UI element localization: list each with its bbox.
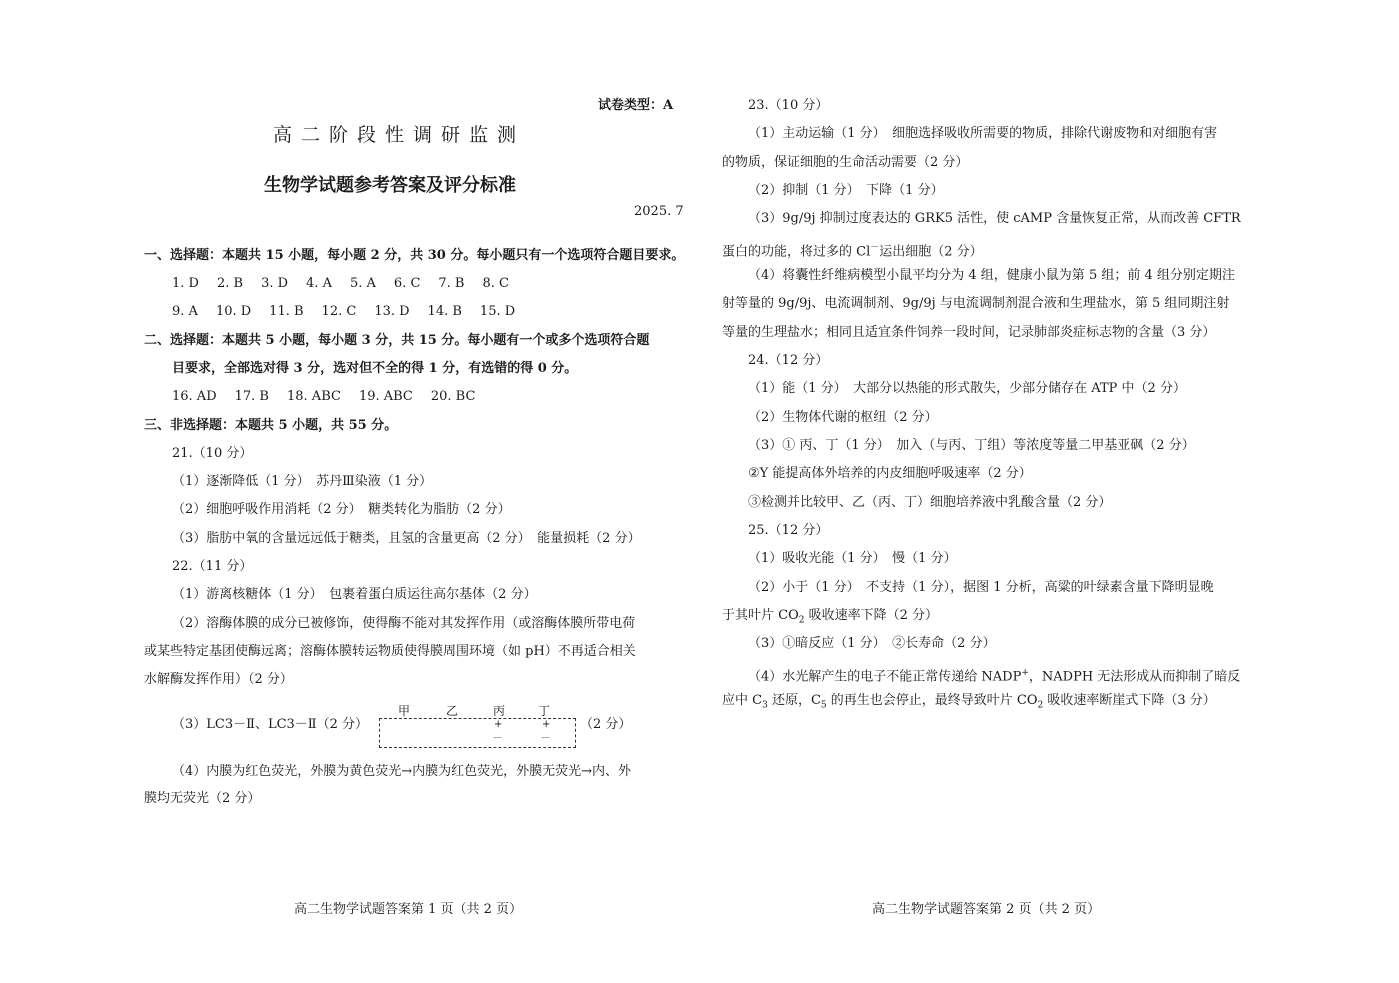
subscript: 3 [762,700,768,711]
q24-heading: 24.（12 分） [748,353,829,368]
section1-answers-row1 [172,275,527,293]
text-segment: 吸收速率断崖式下降（3 分） [1043,693,1216,708]
answer: 19. ABC [358,389,413,404]
q22-part2-line3: 水解酶发挥作用）（2 分） [144,672,293,687]
q23-part1-line2: 的物质，保证细胞的生命活动需要（2 分） [722,155,969,170]
text-segment: 还原，C [767,693,821,708]
answer: 14. B [427,304,462,319]
q25-part3: （3）①暗反应（1 分） ②长寿命（2 分） [748,636,996,651]
answer: 6. C [393,276,421,291]
answer: 20. BC [430,389,476,404]
answer: 8. C [482,276,509,291]
subscript: 2 [1037,700,1044,711]
page-subtitle: 生物学试题参考答案及评分标准 [264,175,516,196]
answer: 5. A [349,276,376,291]
diagram-minus-mark: — [493,733,502,743]
result-diagram [378,702,576,748]
q22-part2-line2: 或某些特定基团使酶远离；溶酶体膜转运物质使得膜周围环境（如 pH）不再适合相关 [144,644,636,659]
q23-part4-line1: （4）将囊性纤维病模型小鼠平均分为 4 组，健康小鼠为第 5 组；前 4 组分别定期注 [748,268,1235,283]
subscript: 5 [820,700,827,711]
q23-part2: （2）抑制（1 分） 下降（1 分） [748,183,944,198]
q23-part4-line2: 射等量的 9g/9j、电流调制剂、9g/9j 与电流调制剂混合液和生理盐水，第 5 组同期注射 [722,296,1230,311]
answer: 7. B [438,276,465,291]
answer: 2. B [216,276,244,291]
date: 2025. 7 [634,204,684,219]
diagram-label: 丙 [493,704,506,718]
section1-heading: 一、选择题：本题共 15 小题，每小题 2 分，共 30 分。每小题只有一个选项符合题目要求。 [144,248,685,263]
answer: 17. B [234,389,269,404]
diagram-mark: + [542,719,551,730]
q21-heading: 21.（10 分） [172,446,253,461]
q22-part2-line1: （2）溶酶体膜的成分已被修饰，使得酶不能对其发挥作用（或溶酶体膜所带电荷 [172,616,636,631]
q23-part3-line1: （3）9g/9j 抑制过度表达的 GRK5 活性，使 cAMP 含量恢复正常，从而改善 CFTR [748,211,1241,226]
q25-heading: 25.（12 分） [748,523,829,538]
q22-part4-line1: （4）内膜为红色荧光，外膜为黄色荧光→内膜为红色荧光，外膜无荧光→内、外 [172,764,632,779]
answer: 11. B [269,304,304,319]
text-segment: 的再生也会停止，最终导致叶片 CO [826,693,1038,708]
q24-part2: （2）生物体代谢的枢纽（2 分） [748,410,938,425]
text-segment: 应中 C [722,693,763,708]
q24-part3-line1: （3）① 丙、丁（1 分） 加入（与丙、丁组）等浓度等量二甲基亚砜（2 分） [748,438,1195,453]
answer: 15. D [479,304,516,319]
answer: 13. D [374,304,410,319]
text-segment: 于其叶片 CO [722,608,799,623]
text-segment: （4）水光解产生的电子不能正常传递给 NADP [748,669,1022,685]
section1-answers-row2 [172,303,533,321]
q21-part1: （1）逐渐降低（1 分） 苏丹Ⅲ染液（1 分） [172,474,433,489]
q22-part3: （3）LC3－Ⅱ、LC3－Ⅱ（2 分） [172,717,369,732]
q23-heading: 23.（10 分） [748,98,829,113]
diagram-mark: + [494,719,503,730]
section3-heading: 三、非选择题：本题共 5 小题，共 55 分。 [144,418,398,433]
q23-part4-line3: 等量的生理盐水；相同且适宜条件饲养一段时间，记录肺部炎症标志物的含量（3 分） [722,325,1216,340]
superscript: + [1021,668,1029,678]
q22-part4-line2: 膜均无荧光（2 分） [144,791,261,806]
answer: 4. A [306,276,332,291]
text-segment: 运出细胞（2 分） [879,244,983,260]
q22-heading: 22.（11 分） [172,559,253,574]
page-footer: 高二生物学试题答案第 2 页（共 2 页） [872,902,1101,917]
q24-part1: （1）能（1 分） 大部分以热能的形式散失，少部分储存在 ATP 中（2 分） [748,381,1186,396]
page-footer: 高二生物学试题答案第 1 页（共 2 页） [294,902,523,917]
page-title: 高二阶段性调研监测 [273,124,526,146]
text-segment: 吸收速率下降（2 分） [804,608,939,623]
section2-heading: 二、选择题：本题共 5 小题，每小题 3 分，共 15 分。每小题有一个或多个选项符合题 [144,333,650,348]
answer: 12. C [321,304,357,319]
answer: 3. D [261,276,289,291]
q25-part4-line1 [748,664,1240,686]
text-segment: ，NADPH 无法形成从而抑制了暗反 [1028,669,1241,685]
q24-part3-line2: ②Y 能提高体外培养的内皮细胞呼吸速率（2 分） [748,466,1032,481]
superscript: － [870,243,880,253]
answer: 10. D [215,304,252,319]
answer: 18. ABC [287,389,341,404]
subscript: 2 [798,615,805,626]
diagram-label: 乙 [446,704,459,718]
section2-answers [172,388,493,406]
answer: 1. D [172,276,199,291]
q22-part1: （1）游离核糖体（1 分） 包裹着蛋白质运往高尔基体（2 分） [172,587,537,602]
q22-part3-score: （2 分） [580,717,632,732]
answer: 16. AD [172,389,217,404]
q25-part2-line1: （2）小于（1 分） 不支持（1 分），据图 1 分析，高粱的叶绿素含量下降明显晚 [748,580,1214,595]
right-page [700,0,1399,983]
paper-type: 试卷类型：A [598,98,674,113]
answer: 9. A [172,304,198,319]
q25-part1: （1）吸收光能（1 分） 慢（1 分） [748,551,957,566]
q23-part1-line1: （1）主动运输（1 分） 细胞选择吸收所需要的物质，排除代谢废物和对细胞有害 [748,126,1218,141]
section2-heading-cont: 目要求，全部选对得 3 分，选对但不全的得 1 分，有选错的得 0 分。 [172,361,578,376]
q21-part3: （3）脂肪中氧的含量远远低于糖类，且氢的含量更高（2 分） 能量损耗（2 分） [172,531,641,546]
q23-part3-line2 [722,239,983,261]
q24-part3-line3: ③检测并比较甲、乙（丙、丁）细胞培养液中乳酸含量（2 分） [748,495,1112,510]
diagram-label: 甲 [398,704,411,718]
q25-part2-line2 [722,607,938,630]
diagram-label: 丁 [538,704,551,718]
q21-part2: （2）细胞呼吸作用消耗（2 分） 糖类转化为脂肪（2 分） [172,502,511,517]
diagram-minus-mark: — [541,733,550,743]
text-segment: 蛋白的功能，将过多的 Cl [722,244,871,260]
q25-part4-line2 [722,692,1216,715]
